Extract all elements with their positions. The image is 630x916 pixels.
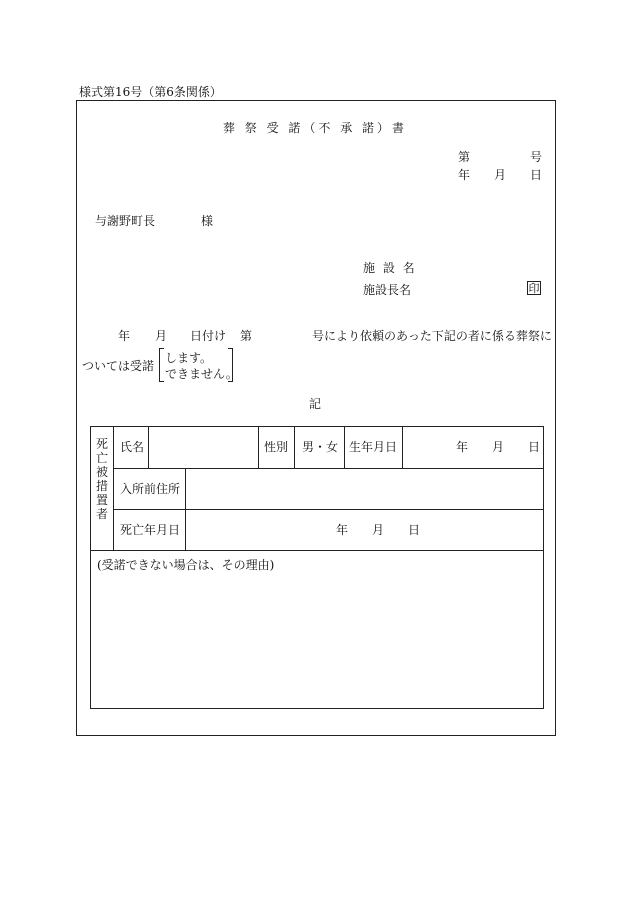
form-title: 葬 祭 受 諾（不 承 諾）書 [222,121,408,135]
doc-number-prefix: 第 [458,150,471,164]
gender-label: 性別 [264,440,289,454]
reason-label: (受諾できない場合は、その理由) [97,558,275,572]
facility-head-label: 施設長名 [363,283,412,297]
doc-number-suffix: 号 [530,150,543,164]
birth-day: 日 [528,440,541,454]
death-date-label: 死亡年月日 [120,523,181,537]
addressee: 与謝野町長 [95,214,156,228]
birth-date-label: 生年月日 [349,440,398,454]
doc-date-month: 月 [494,168,507,182]
honorific: 様 [201,214,214,228]
prior-address-label: 入所前住所 [120,482,181,496]
death-day: 日 [408,523,421,537]
option-accept: します。 [165,351,213,365]
deceased-info-table [90,426,544,709]
gender-value: 男・女 [302,440,339,454]
facility-name-label: 施 設 名 [363,261,417,275]
doc-date-day: 日 [530,168,543,182]
option-decline: できません。 [165,367,238,381]
deceased-side-label: 死 亡 被 措 置 者 [95,437,108,521]
birth-month: 月 [492,440,505,454]
body-month: 月 [155,329,168,343]
body-date-suffix: 日付け [190,329,227,343]
seal-mark: 印 [528,282,540,295]
death-year: 年 [336,523,349,537]
ki-heading: 記 [308,397,321,411]
body-year: 年 [118,329,131,343]
birth-year: 年 [456,440,469,454]
body-number-prefix: 第 [240,329,253,343]
death-month: 月 [372,523,385,537]
doc-date-year: 年 [458,168,471,182]
body-sentence: 号により依頼のあった下記の者に係る葬祭に [312,329,552,343]
name-label: 氏名 [120,440,145,454]
form-number: 様式第16号（第6条関係） [79,85,222,99]
body-sentence-continued: ついては受諾 [82,359,155,373]
